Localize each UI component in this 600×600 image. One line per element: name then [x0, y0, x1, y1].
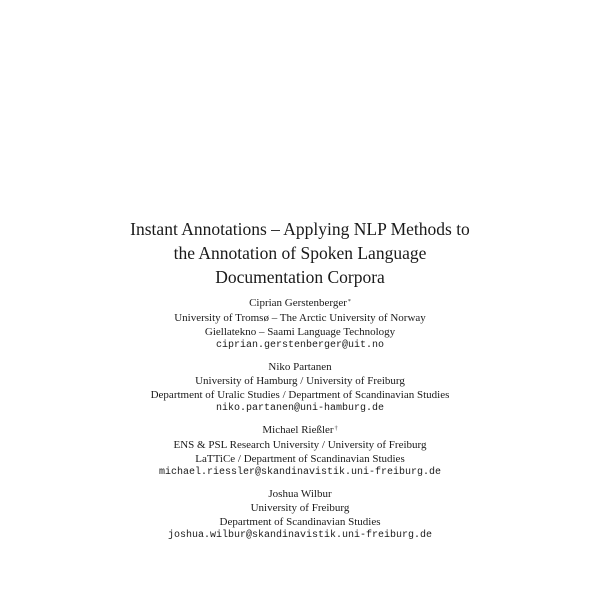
affiliation: University of Freiburg: [250, 502, 350, 514]
author-block-gerstenberger: [0, 296, 600, 353]
affiliation: LaTTiCe / Department of Scandinavian Studies: [195, 452, 405, 465]
footnote-mark: *: [347, 299, 351, 305]
author-block-partanen: [0, 360, 600, 417]
author-email: ciprian.gerstenberger@uit.no: [215, 339, 385, 351]
author-block-riessler: [0, 423, 600, 480]
author-email: michael.riessler@skandinavistik.uni-freiburg.de: [158, 466, 442, 478]
affiliation: Department of Uralic Studies / Department of Scandinavian Studies: [150, 389, 450, 401]
title-line-3: Documentation Corpora: [215, 267, 385, 287]
affiliation: Giellatekno – Saami Language Technology: [204, 325, 396, 338]
affiliation: Department of Scandinavian Studies: [219, 516, 381, 528]
author-list: [0, 296, 600, 550]
author-block-wilbur: [0, 487, 600, 544]
title-line-2: the Annotation of Spoken Language: [173, 243, 427, 263]
author-email: joshua.wilbur@skandinavistik.uni-freiburg.de: [167, 530, 433, 541]
title-line-1: Instant Annotations – Applying NLP Methods to: [130, 219, 470, 239]
author-email: niko.partanen@uni-hamburg.de: [215, 403, 385, 414]
affiliation: University of Tromsø – The Arctic University of Norway: [174, 311, 426, 324]
footnote-mark: †: [334, 426, 338, 432]
author-name: Ciprian Gerstenberger*: [249, 297, 351, 309]
author-name: Niko Partanen: [268, 360, 332, 373]
author-name: Michael Rießler†: [262, 424, 338, 436]
affiliation: ENS & PSL Research University / University of Freiburg: [173, 438, 427, 451]
affiliation: University of Hamburg / University of Freiburg: [195, 375, 405, 387]
paper-title: [0, 217, 600, 289]
author-name: Joshua Wilbur: [268, 487, 332, 500]
